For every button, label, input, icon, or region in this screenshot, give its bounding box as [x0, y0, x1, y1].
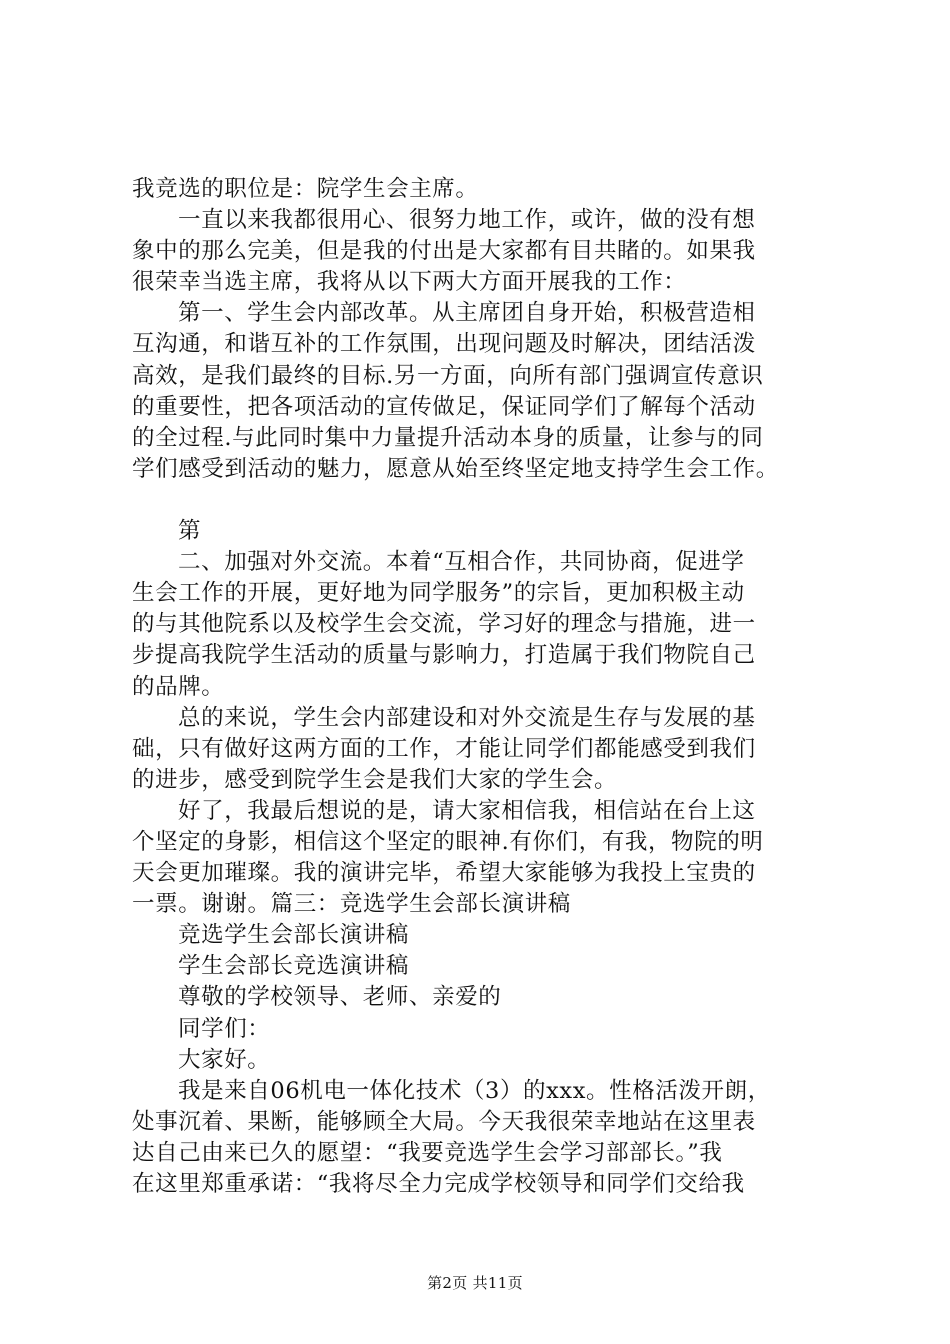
text-line: 总的来说，学生会内部建设和对外交流是生存与发展的基	[178, 704, 756, 731]
text-line: 我竞选的职位是：院学生会主席。	[132, 176, 479, 202]
text-line: 的重要性，把各项活动的宣传做足，保证同学们了解每个活动	[132, 393, 756, 420]
text-line: 尊敬的学校领导、老师、亲爱的	[178, 984, 502, 1011]
text-line: 象中的那么完美，但是我的付出是大家都有目共睹的。如果我	[132, 238, 756, 265]
text-line: 高效，是我们最终的目标.另一方面，向所有部门强调宣传意识	[132, 362, 764, 389]
text-line: 一直以来我都很用心、很努力地工作，或许，做的没有想	[178, 207, 756, 234]
blank-line	[132, 485, 832, 516]
text-line: 学生会部长竞选演讲稿	[178, 953, 410, 980]
page-footer: 第2页 共11页	[427, 1274, 523, 1292]
text-line: 大家好。	[178, 1046, 271, 1073]
text-line: 互沟通，和谐互补的工作氛围，出现问题及时解决，团结活泼	[132, 331, 756, 358]
text-line: 生会工作的开展，更好地为同学服务”的宗旨，更加积极主动	[132, 580, 745, 607]
text-line: 的与其他院系以及校学生会交流，学习好的理念与措施，进一	[132, 611, 756, 638]
text-line: 个坚定的身影，相信这个坚定的眼神.有你们，有我，物院的明	[132, 828, 764, 855]
text-line: 第一、学生会内部改革。从主席团自身开始，积极营造相	[178, 300, 756, 327]
text-line: 的全过程.与此同时集中力量提升活动本身的质量，让参与的同	[132, 424, 764, 451]
text-line: 的品牌。	[132, 673, 225, 700]
text-line: 的进步，感受到院学生会是我们大家的学生会。	[132, 766, 618, 793]
text-line: 我是来自06机电一体化技术（3）的xxx。性格活泼开朗，	[178, 1077, 771, 1104]
text-line: 学们感受到活动的魅力，愿意从始至终坚定地支持学生会工作。	[132, 455, 779, 482]
text-line: 在这里郑重承诺：“我将尽全力完成学校领导和同学们交给我	[132, 1171, 745, 1197]
text-line: 达自己由来已久的愿望：“我要竞选学生会学习部部长。”我	[132, 1139, 723, 1166]
text-line: 处事沉着、果断，能够顾全大局。今天我很荣幸地站在这里表	[132, 1108, 756, 1135]
text-line: 一票。谢谢。篇三：竞选学生会部长演讲稿	[132, 891, 571, 918]
text-line: 好了，我最后想说的是，请大家相信我，相信站在台上这	[178, 797, 756, 824]
text-line: 二、加强对外交流。本着“互相合作，共同协商，促进学	[178, 549, 745, 576]
text-line: 竞选学生会部长演讲稿	[178, 922, 410, 949]
text-line: 步提高我院学生活动的质量与影响力，打造属于我们物院自己	[132, 642, 756, 669]
text-line: 很荣幸当选主席，我将从以下两大方面开展我的工作：	[132, 269, 687, 296]
document-body	[132, 174, 832, 1200]
text-line: 天会更加璀璨。我的演讲完毕，希望大家能够为我投上宝贵的	[132, 860, 756, 887]
text-line: 第	[178, 518, 202, 545]
text-line: 同学们：	[178, 1015, 271, 1042]
text-line: 础，只有做好这两方面的工作，才能让同学们都能感受到我们	[132, 735, 756, 762]
